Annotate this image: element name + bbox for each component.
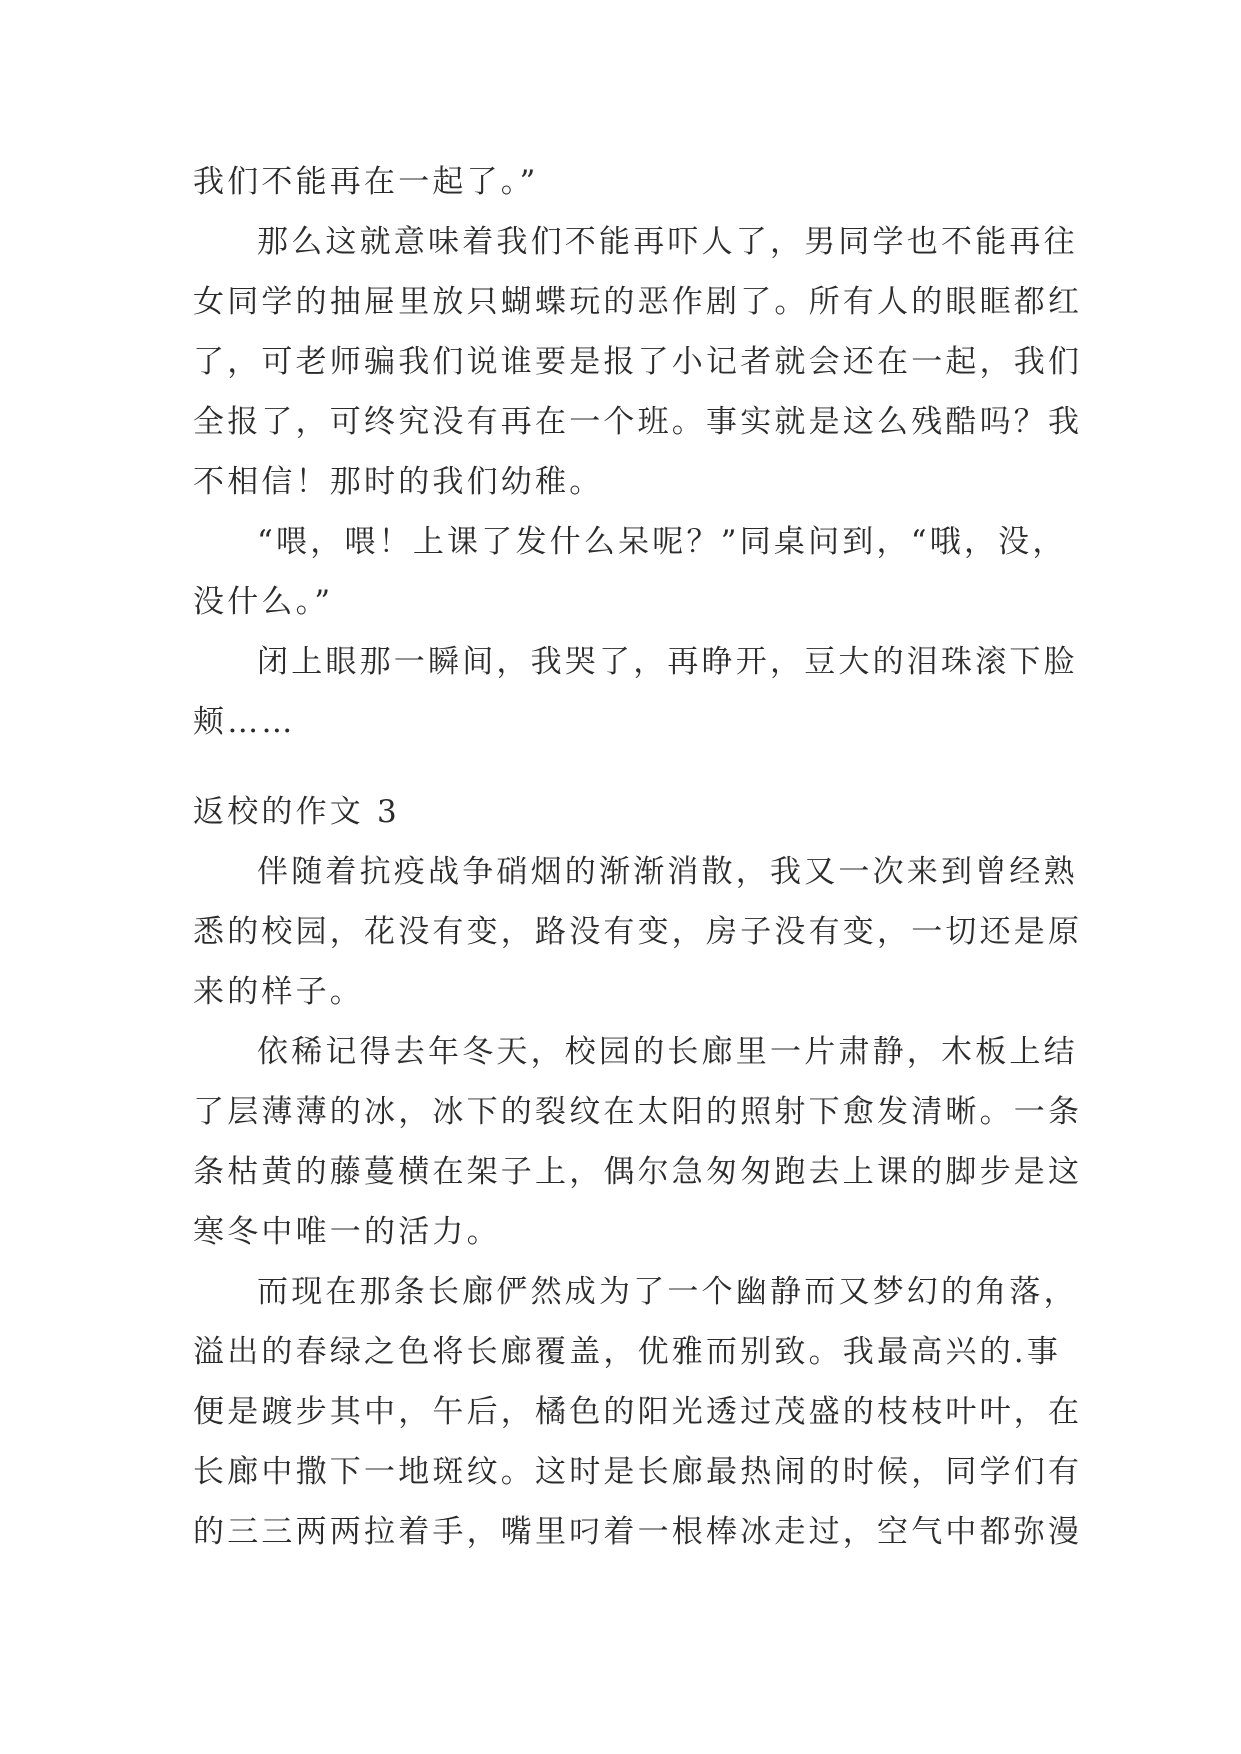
paragraph-line: 了，可老师骗我们说谁要是报了小记者就会还在一起，我们 [193, 344, 1083, 380]
paragraph-line: 女同学的抽屉里放只蝴蝶玩的恶作剧了。所有人的眼眶都红 [193, 284, 1083, 320]
paragraph-line: “喂，喂！上课了发什么呆呢？”同桌问到，“哦，没， [257, 524, 1067, 560]
paragraph-line: 我们不能再在一起了。” [193, 164, 539, 200]
paragraph-line: 那么这就意味着我们不能再吓人了，男同学也不能再往 [257, 224, 1078, 260]
paragraph-line: 悉的校园，花没有变，路没有变，房子没有变，一切还是原 [193, 914, 1083, 950]
paragraph-line: 颊…… [193, 704, 296, 740]
paragraph-line: 全报了，可终究没有再在一个班。事实就是这么残酷吗？我 [193, 404, 1083, 440]
paragraph-line: 而现在那条长廊俨然成为了一个幽静而又梦幻的角落， [257, 1274, 1078, 1310]
document-body [193, 152, 1083, 1562]
paragraph-line: 伴随着抗疫战争硝烟的渐渐消散，我又一次来到曾经熟 [257, 854, 1078, 890]
section-title: 返校的作文 3 [193, 794, 400, 830]
paragraph-line: 没什么。” [193, 584, 334, 620]
paragraph-line: 寒冬中唯一的活力。 [193, 1214, 501, 1250]
paragraph-line: 条枯黄的藤蔓横在架子上，偶尔急匆匆跑去上课的脚步是这 [193, 1154, 1083, 1190]
paragraph-line: 了层薄薄的冰，冰下的裂纹在太阳的照射下愈发清晰。一条 [193, 1094, 1083, 1130]
paragraph-line: 闭上眼那一瞬间，我哭了，再睁开，豆大的泪珠滚下脸 [257, 644, 1078, 680]
paragraph-line: 依稀记得去年冬天，校园的长廊里一片肃静，木板上结 [257, 1034, 1078, 1070]
paragraph-line: 不相信！那时的我们幼稚。 [193, 464, 604, 500]
paragraph-line: 的三三两两拉着手，嘴里叼着一根棒冰走过，空气中都弥漫 [193, 1514, 1083, 1550]
paragraph-line: 便是踱步其中，午后，橘色的阳光透过茂盛的枝枝叶叶，在 [193, 1394, 1083, 1430]
paragraph-line: 溢出的春绿之色将长廊覆盖，优雅而别致。我最高兴的.事 [193, 1334, 1062, 1370]
paragraph-line: 长廊中撒下一地斑纹。这时是长廊最热闹的时候，同学们有 [193, 1454, 1083, 1490]
paragraph-line: 来的样子。 [193, 974, 364, 1010]
